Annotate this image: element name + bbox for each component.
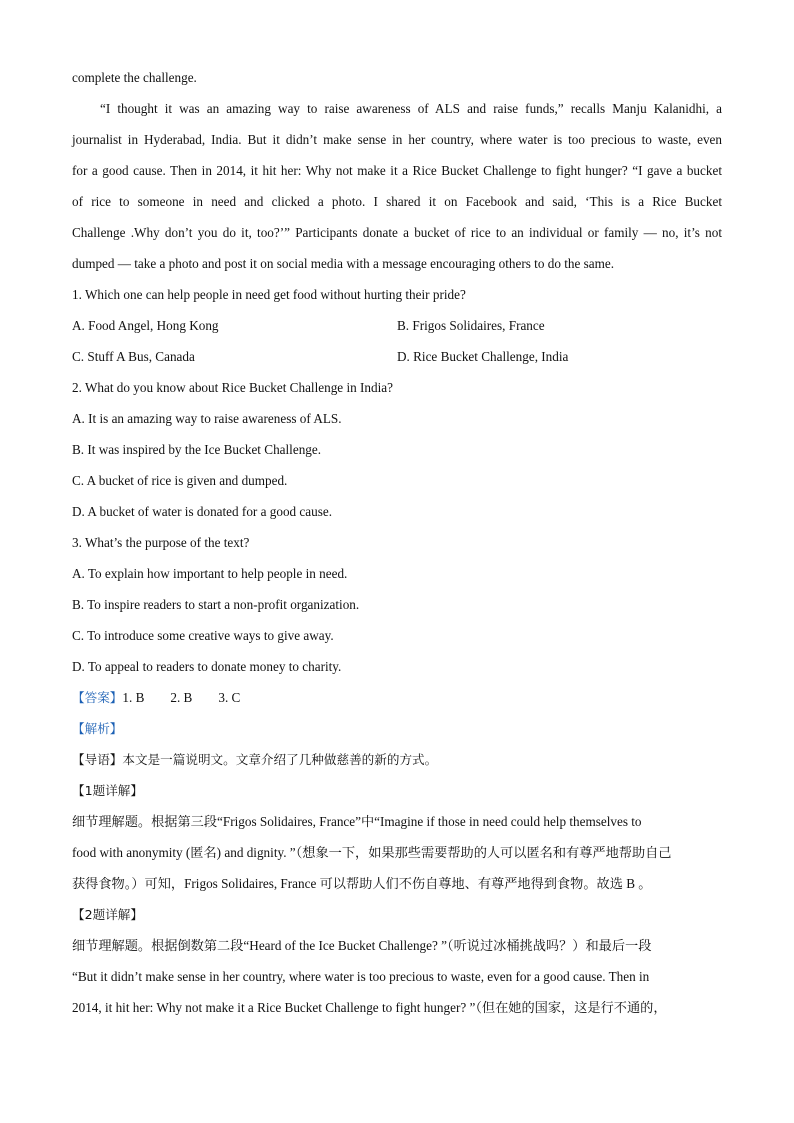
question-3-option-b: B. To inspire readers to start a non-profit organization. bbox=[72, 597, 360, 612]
answer-tag: 【答案】 bbox=[72, 690, 123, 705]
passage-p1-line-5: dumped — take a photo and post it on social media with a message encouraging others to do the same. bbox=[72, 256, 615, 271]
q2-detail-line-2: 2014, it hit her: Why not make it a Rice Bucket Challenge to fight hunger? ”（但在她的国家，这是行不通的， bbox=[72, 1000, 667, 1015]
question-2-option-d: D. A bucket of water is donated for a good cause. bbox=[72, 504, 333, 519]
question-1-option-b: B. Frigos Solidaires, France bbox=[397, 318, 545, 333]
question-1-option-d: D. Rice Bucket Challenge, India bbox=[397, 349, 569, 364]
intro-row bbox=[72, 744, 722, 775]
passage-line-0: complete the challenge. bbox=[72, 70, 197, 85]
answer-item-1: 1. B bbox=[122, 690, 145, 705]
q2-detail-line-0: 细节理解题。根据倒数第二段“Heard of the Ice Bucket Challenge? ”（听说过冰桶挑战吗？）和最后一段 bbox=[72, 938, 652, 953]
question-2-option-a: A. It is an amazing way to raise awareness of ALS. bbox=[72, 411, 342, 426]
answer-row bbox=[72, 682, 722, 713]
question-3-option-c: C. To introduce some creative ways to give away. bbox=[72, 628, 334, 643]
q1-detail-line-0: 细节理解题。根据第三段“Frigos Solidaires, France”中“Imagine if those in need could help themselves to bbox=[72, 814, 642, 829]
question-3-option-d: D. To appeal to readers to donate money to charity. bbox=[72, 659, 342, 674]
q2-detail-line-1: “But it didn’t make sense in her country, where water is too precious to waste, even for a good cause. Then in bbox=[72, 969, 650, 984]
answer-item-3: 3. C bbox=[218, 690, 241, 705]
document-page bbox=[72, 62, 722, 1023]
q1-detail-tag: 【1题详解】 bbox=[72, 783, 143, 798]
passage-p1-line-2: for a good cause. Then in 2014, it hit her: Why not make it a Rice Bucket Challenge to fight hunger? “I gave a bucket bbox=[72, 163, 722, 178]
q1-detail-line-1: food with anonymity (匿名) and dignity. ”（想象一下，如果那些需要帮助的人可以匿名和有尊严地帮助自己 bbox=[72, 845, 672, 860]
intro-tag: 【导语】 bbox=[72, 752, 123, 767]
question-1-option-c: C. Stuff A Bus, Canada bbox=[72, 349, 195, 364]
analysis-tag: 【解析】 bbox=[72, 721, 123, 736]
answer-item-2: 2. B bbox=[170, 690, 193, 705]
question-2-option-b: B. It was inspired by the Ice Bucket Challenge. bbox=[72, 442, 322, 457]
question-3-option-a: A. To explain how important to help people in need. bbox=[72, 566, 348, 581]
question-2-option-c: C. A bucket of rice is given and dumped. bbox=[72, 473, 288, 488]
passage-p1-line-0: “I thought it was an amazing way to raise awareness of ALS and raise funds,” recalls Manju Kalanidhi, a bbox=[100, 101, 722, 116]
question-1-options-row-1 bbox=[72, 310, 722, 341]
q1-detail-line-2: 获得食物。）可知，Frigos Solidaires, France 可以帮助人们不伤自尊地、有尊严地得到食物。故选 B 。 bbox=[72, 876, 652, 891]
question-3-stem: 3. What’s the purpose of the text? bbox=[72, 535, 250, 550]
intro-text: 本文是一篇说明文。文章介绍了几种做慈善的新的方式。 bbox=[122, 752, 438, 767]
question-2-stem: 2. What do you know about Rice Bucket Challenge in India? bbox=[72, 380, 393, 395]
passage-p1-line-4: Challenge .Why don’t you do it, too?’” Participants donate a bucket of rice to an individual or family — no, it’s not bbox=[72, 225, 722, 240]
question-1-option-a: A. Food Angel, Hong Kong bbox=[72, 318, 219, 333]
analysis-heading bbox=[72, 713, 722, 744]
q2-detail-tag: 【2题详解】 bbox=[72, 907, 143, 922]
question-1-stem: 1. Which one can help people in need get food without hurting their pride? bbox=[72, 287, 466, 302]
passage-p1-line-1: journalist in Hyderabad, India. But it didn’t make sense in her country, where water is too precious to waste, even bbox=[72, 132, 722, 147]
passage-p1-line-3: of rice to someone in need and clicked a photo. I shared it on Facebook and said, ‘This is a Rice Bucket bbox=[72, 194, 722, 209]
question-1-options-row-2 bbox=[72, 341, 722, 372]
